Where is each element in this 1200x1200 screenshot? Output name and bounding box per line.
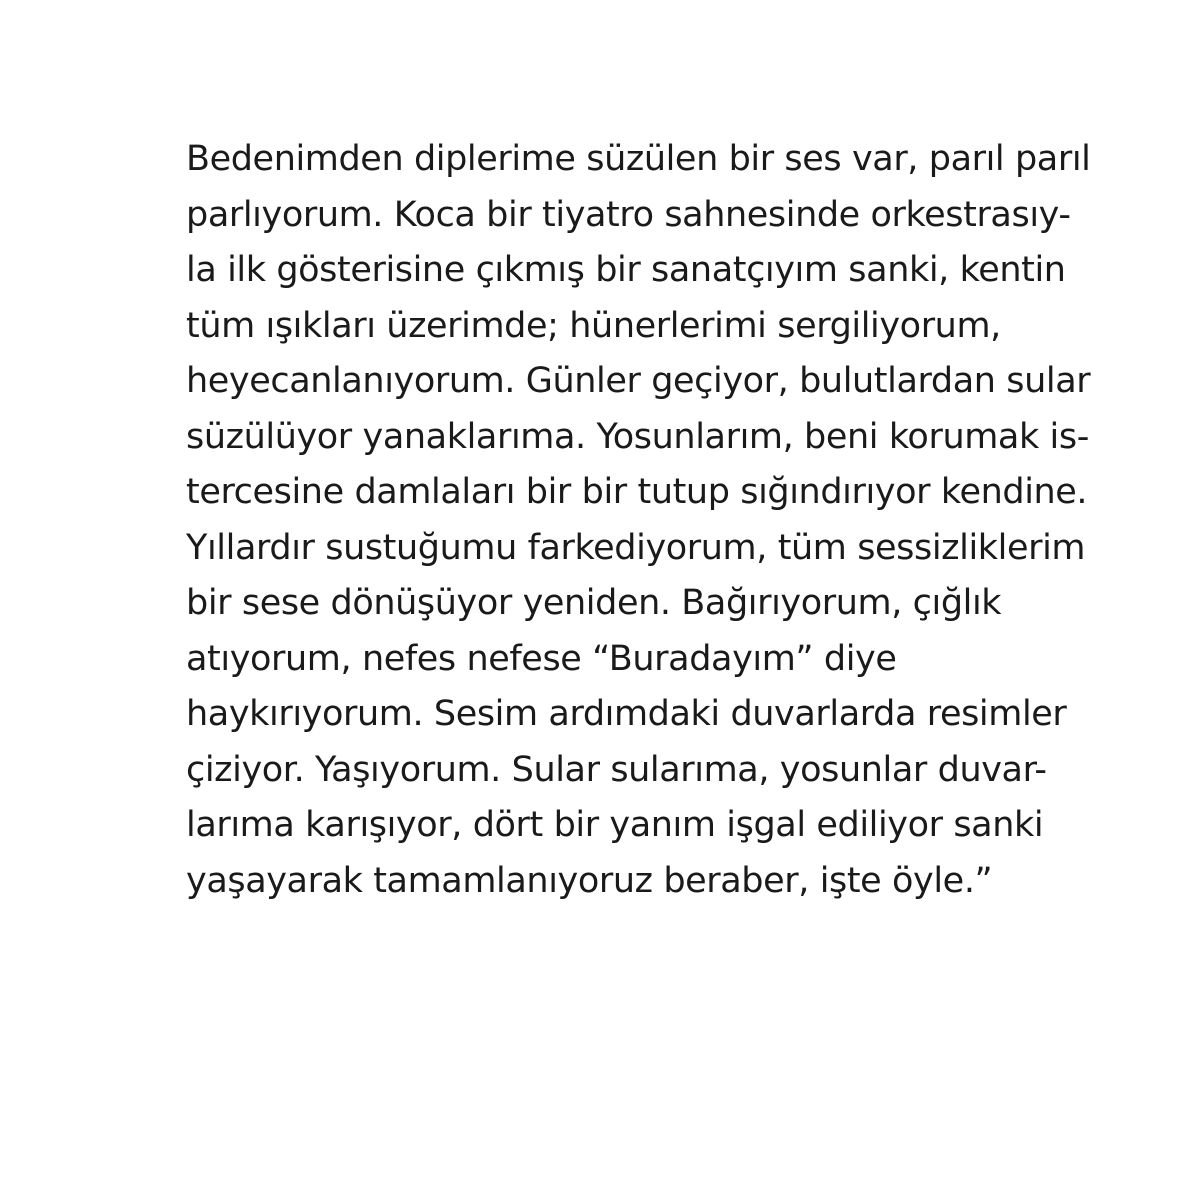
text-line: tercesine damlaları bir bir tutup sığındırıyor kendine. — [186, 472, 1088, 512]
text-line: Yıllardır sustuğumu farkediyorum, tüm sessizliklerim — [186, 527, 1086, 568]
text-line: parlıyorum. Koca bir tiyatro sahnesinde orkestrasıy- — [186, 194, 1071, 235]
text-line: atıyorum, nefes nefese “Buradayım” diye — [186, 638, 897, 679]
text-line: çiziyor. Yaşıyorum. Sular sularıma, yosunlar duvar- — [186, 749, 1047, 790]
text-line: yaşayarak tamamlanıyoruz beraber, işte öyle.” — [186, 860, 993, 901]
text-line: la ilk gösterisine çıkmış bir sanatçıyım sanki, kentin — [186, 250, 1066, 290]
text-line: süzülüyor yanaklarıma. Yosunlarım, beni korumak is- — [186, 416, 1089, 457]
text-block — [186, 132, 1106, 909]
text-line: haykırıyorum. Sesim ardımdaki duvarlarda resimler — [186, 694, 1067, 734]
text-line: heyecanlanıyorum. Günler geçiyor, bulutlardan sular — [186, 361, 1091, 401]
text-line: tüm ışıkları üzerimde; hünerlerimi sergiliyorum, — [186, 305, 1001, 346]
text-line: bir sese dönüşüyor yeniden. Bağırıyorum, çığlık — [186, 583, 1002, 623]
text-line: larıma karışıyor, dört bir yanım işgal ediliyor sanki — [186, 805, 1044, 845]
text-line: Bedenimden diplerime süzülen bir ses var, parıl parıl — [186, 139, 1091, 179]
